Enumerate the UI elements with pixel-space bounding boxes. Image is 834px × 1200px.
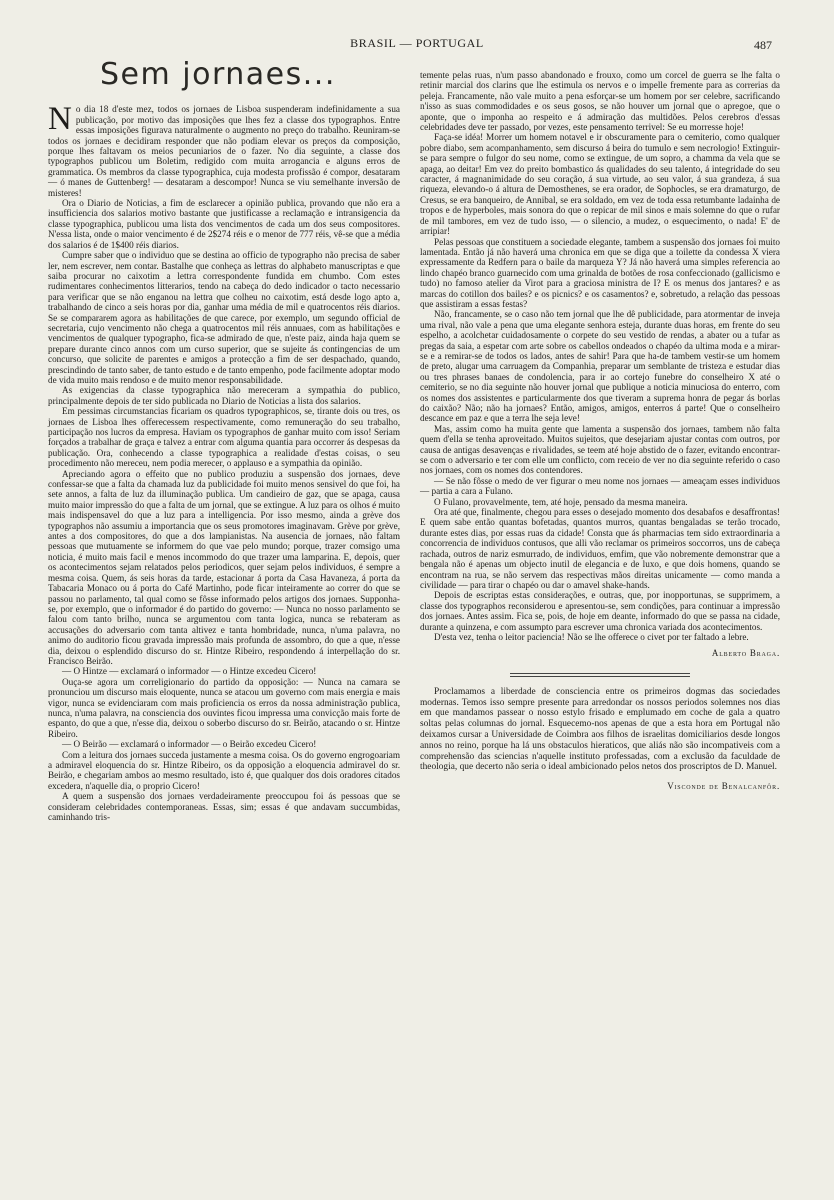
page-number: 487 xyxy=(754,38,772,52)
running-title: BRASIL — PORTUGAL xyxy=(350,36,484,50)
article-paragraph: Apreciando agora o effeito que no publico produziu a suspensão dos jornaes, deve confessar-se que a falta da chamada luz da publicidade foi muito menos sensivel do que foi, ha sete annos, a falta de luz da illuminação publica. Um candieiro de gaz, que se apaga, causa muito maior impressão do que a falta de um jornal, que se extingue. A luz para os olhos é muito mais indispensavel do que a luz para a intelligencia. Por isso mesmo, ainda a grève dos typographos não assumiu a importancia que os seus promotores imaginavam. Grève por grève, antes a dos compositores, do que a dos lampianistas. Na ausencia de jornaes, não faltam pessoas que mutuamente se informem do que vae pelo mundo; porque, trazer comsigo uma noticia, é muito mais facil e menos incommodo do que trazer uma lamparina. E, depois, quer os acontecimentos sejam relatados pelos periodicos, quer sejam pelos individuos, é sempre a mesma coisa. Quem, ás seis horas da tarde, estacionar á porta da Casa Havaneza, á porta da Tabacaria Monaco ou á porta do Café Martinho, pode ficar inteiramente ao correr do que se passou no parlamento, tal qual como se fôsse informado pelos artigos dos jornaes. Supponha-se, por exemplo, que o informador é do partido do governo: — Nunca no nosso parlamento se falou com tanto brilho, nunca se argumentou com tanta logica, nunca se rebateram as accusações do adversario com tanta altivez e tanta hombridade, nunca, n'uma palavra, no animo do auditorio ficou gravada impressão mais profunda de assombro, do que a que, n'esse dia, deixou o esplendido discurso do sr. Hintze Ribeiro, respondendo á interpellação do sr. Francisco Beirão. xyxy=(48,468,400,666)
note-section xyxy=(420,687,780,792)
article-paragraph: Mas, assim como ha muita gente que lamenta a suspensão dos jornaes, tambem não falta quem d'ella se tenha aproveitado. Muitos sujeitos, que desejariam ajustar contas com outros, por causa de antigas desavenças e rivalidades, se teem até hoje abstido de o fazer, evitando encontrar-se com o adversario e ter com elle um conflicto, com receio de ver no dia seguinte referido o caso nos jornaes, com os nomes dos contendores. xyxy=(420,423,780,476)
article-paragraph: Com a leitura dos jornaes succeda justamente a mesma coisa. Os do governo engrogoariam a admiravel eloquencia do sr. Hintze Ribeiro, os da opposição a eloquencia admiravel do sr. Beirão, e chegariam ambos ao mesmo resultado, isto é, que qualquer dos dois oradores citados excedera, n'aquelle dia, o proprio Cicero! xyxy=(48,749,400,791)
article-paragraph xyxy=(48,101,400,198)
article-paragraph: Em pessimas circumstancias ficariam os quadros typographicos, se, tirante dois ou tres, os jornaes de Lisboa lhes offerecessem respectivamente, como remuneração do seu trabalho, participação nos lucros da empresa. Haviam os typographos de ganhar muito com isso! Seriam forçados a trabalhar de graça e talvez a entrar com alguma quantia para occorrer ás despesas da publicação. Ora, conhecendo a classe typographica a realidade d'estas coisas, o seu procedimento não mereceu, nem podia merecer, o applauso e a sympathia da opinião. xyxy=(48,406,400,469)
article-paragraph: Ouça-se agora um correligionario do partido da opposição: — Nunca na camara se pronunciou um discurso mais eloquente, nunca se atacou um governo com mais energia e mais vigor, nunca se evidenciaram com mais proficiencia os erros da nossa administração publica, nunca, n'uma palavra, na consciencia dos ouvintes ficou impressa uma convicção mais forte de espanto, do que a que, n'esse dia, deixou o soberbo discurso do sr. Beirão, atacando o sr. Hintze Ribeiro. xyxy=(48,676,400,739)
note-signature: Visconde de Benalcanfôr. xyxy=(667,781,780,792)
article-paragraph: Faça-se idéa! Morrer um homem notavel e ir obscuramente para o cemiterio, como qualquer pobre diabo, sem acompanhamento, sem discurso á beira do tumulo e sem necrologio! Extinguir-se para sempre o fulgor do seu nome, como se extingue, de um sopro, a chamma da vela que se apaga, ao deitar! Em vez do preito bombastico ás qualidades do seu talento, á integridade do seu caracter, á magnanimidade do seu coração, á sua virtude, ao seu valor, á sua grandeza, á sua riqueza, elevando-o á altura de Demosthenes, se era orador, de Sophocles, se era dramaturgo, de Cresus, se era banqueiro, de Annibal, se era soldado, em vez de toda essa retumbante ladainha de tropos e de hyperboles, mais sonora do que o repicar de mil sinos e mais solemne do que o rufar de mil tambores, em vez de tudo isso, — o silencio, a mudez, o esquecimento, o nada! E' de arripiar! xyxy=(420,132,780,237)
article-paragraph: — O Beirão — exclamará o informador — o Beirão excedeu Cicero! xyxy=(62,739,317,750)
article-paragraph: As exigencias da classe typographica não mereceram a sympathia do publico, principalmente depois de ter sido publicada no Diario de Noticias a lista dos salarios. xyxy=(48,385,400,406)
article-paragraph: Cumpre saber que o individuo que se destina ao officio de typographo não precisa de saber ler, nem escrever, nem contar. Bastalhe que conheça as lettras do alphabeto manuscriptas e que saiba procurar no caixotim a lettra correspondente fundida em chumbo. Com estes rudimentares conhecimentos litterarios, tendo na cabeça do dedo indicador o tacto necessario para verificar que se não enganou na lettra que colheu no caixotim, está desde logo apto a, trabalhando de cinco a seis horas por dia, ganhar uma média de mil e quatrocentos réis diarios. Se se compararem agora as habilitações de que carece, por exemplo, um segundo official de secretaria, cujo vencimento não chega a quatrocentos mil réis annuaes, com as habilitações e vencimentos de qualquer typographo, fica-se admirado de que, n'este paiz, ainda haja quem se prepare durante cinco annos com um curso superior, que se sujeite ás contingencias de um concurso, que solicite de parentes e amigos a protecção a fim de ser despachado, quando, prescindindo de tanto saber, de tanto estudo e de tanto empenho, pode facilmente adoptar modo de vida muito mais rendoso e de muito menor responsabilidade. xyxy=(48,250,400,385)
drop-cap: N xyxy=(48,101,72,138)
paragraph-text: o dia 18 d'este mez, todos os jornaes de Lisboa suspenderam indefinidamente a sua publicação, por motivo das imposições que lhes fez a classe dos typographos. Entre essas imposições figurava naturalmente o augmento no preço do trabalho. Reuniram-se todos os jornaes e decidiram responder que não podiam elevar os preços da composição, porque lhes faltavam os meios pecuniarios de o fazer. No dia seguinte, a classe dos typographos publicou um Boletim, redigido com muita arrogancia e alguns erros de grammatica. Os membros da classe typographica, cuja modesta profissão é compor, desataram — ó manes de Guttenberg! — desataram a descompor! Nunca se viu semelhante inversão de misteres! xyxy=(48,104,400,198)
section-divider xyxy=(510,673,690,677)
article-paragraph: O Fulano, provavelmente, tem, até hoje, pensado da mesma maneira. xyxy=(434,496,688,507)
article-paragraph: Pelas pessoas que constituem a sociedade elegante, tambem a suspensão dos jornaes foi muito lamentada. Então já não haverá uma chronica em que se diga que a toilette da condessa X viera expressamente da Redfern para o baile da marqueza Y? Já não haverá uma simples referencia ao lindo chapéo branco guarnecido com uma grinalda de botões de rosa confeccionado (gallicismo e tudo) no famoso atelier da Virot para a graciosa ministra de I? E os menus dos jantares? e as marcas do cotillon dos bailes? e os picnics? e os casamentos? e, sobretudo, a relação das pessoas que assistiram a essas festas? xyxy=(420,236,780,309)
article-paragraph: Ora o Diario de Noticias, a fim de esclarecer a opinião publica, provando que não era a insufficiencia dos salarios motivo bastante que justificasse a reclamação e intransigencia da classe typographica, publicou uma lista dos vencimentos de cada um dos seus compositores. N'essa lista, onde o maior vencimento é de 2$274 réis e o menor de 777 réis, vê-se que a média dos salarios é de 1$400 réis diarios. xyxy=(48,198,400,250)
article-paragraph: temente pelas ruas, n'um passo abandonado e frouxo, como um corcel de guerra se lhe falta o retinir marcial dos clarins que lhe estimula os nervos e o impelle fremente para as correrias da peleja. Francamente, não vale muito a pena esforçar-se um homem por ser celebre, sacrificando n'isso as suas commodidades e os seus gosos, se não houver um jornal que o apregoe, que o aponte, que o imponha ao respeito e á admiração das multidões. Pelos cerebros d'essas celebridades deve ter passado, por vezes, este pensamento terrivel: Se eu morresse hoje! xyxy=(420,70,780,133)
right-column xyxy=(420,70,780,792)
article-paragraph: Ora até que, finalmente, chegou para esses o desejado momento dos desabafos e desaffrontas! E quem sabe então quantas bofetadas, quantos murros, quantas bengaladas se terão trocado, durante estes dias, por essas ruas da cidade! Consta que ás pharmacias tem sido extraordinaria a concorrencia de individuos contusos, que alli vão reclamar os primeiros soccorros, uns de cabeça rachada, outros de nariz esmurrado, de individuos, emfim, que vão nobremente demonstrar que a bengala não é apenas um objecto inutil de elegancia e de luxo, e que dois homens, quando se encontram na rua, se não servem das respectivas mãos direitas unicamente — como manda a civilidade — para tirar o chapéo ou dar o amavel shake-hands. xyxy=(420,507,780,590)
note-paragraph: Proclamamos a liberdade de consciencia entre os primeiros dogmas das sociedades modernas. Temos isso sempre presente para arredondar os nossos periodos solemnes nos dias em que mandamos passear o nosso estylo frisado e emplumado em coche de gala a quatro soltas pelas columnas do jornal. Esquecemo-nos apenas de que a esta hora em Portugal não deixamos cursar a Universidade de Coimbra aos filhos de israelitas domiciliarios desde longos annos no reino, porque ha lá uns obstaculos hieraticos, que aliás não são incompativeis com a comprehensão das sciencias n'aquelle instituto professadas, com a exclusão da faculdade de theologia, que decerto não seria o ideal ambicionado pelos netos dos proscriptos de D. Manuel. xyxy=(420,686,780,773)
article-paragraph: A quem a suspensão dos jornaes verdadeiramente preoccupou foi ás pessoas que se consideram celebridades contemporaneas. Essas, sim; essas é que andavam succumbidas, caminhando tris- xyxy=(48,791,400,823)
article-title: Sem jornaes... xyxy=(100,57,336,92)
article-paragraph: — Se não fôsse o medo de ver figurar o meu nome nos jornaes — ameaçam esses individuos — partia a cara a Fulano. xyxy=(420,475,780,497)
article-signature: Alberto Braga. xyxy=(711,648,780,659)
article-paragraph: — O Hintze — exclamará o informador — o Hintze excedeu Cicero! xyxy=(62,666,317,677)
left-column xyxy=(48,57,400,823)
article-paragraph: D'esta vez, tenha o leitor paciencia! Não se lhe offerece o civet por ter faltado a lebre. xyxy=(434,631,749,642)
article-paragraph: Depois de escriptas estas considerações, e outras, que, por inopportunas, se supprimem, a classe dos typographos reconsiderou e apresentou-se, sem condições, para continuar a impressão dos jornaes. Antes assim. Fica se, pois, de hoje em deante, informado do que se passa na cidade, durante a quinzena, e com assumpto para escrever uma chronica variada dos acontecimentos. xyxy=(420,590,780,632)
article-paragraph: Não, francamente, se o caso não tem jornal que lhe dê publicidade, para atormentar de inveja uma rival, não vale a pena que uma elegante senhora esteja, durante duas horas, em frente do seu espelho, a acolchetar cuidadosamente o corpete do seu vestido de rendas, a abater ou a tufar as pregas da saia, a espetar com arte sobre os cabellos ondeados o chapéo da ultima moda e a mirar-se e a remirar-se de todos os lados, antes de sahir! Para que ha-de tambem vestir-se um homem de preto, alugar uma carruagem da Companhia, preparar um semblante de tristeza e estudar dias ou tres phrases banaes de condolencia, para ir ao cortejo funebre do conselheiro X até o cemiterio, se no dia seguinte não houver jornal que publique a noticia minuciosa do enterro, com os nomes dos assistentes e particularmente dos que tiveram a suprema honra de pegar ás borlas do caixão? Não; não ha jornaes? Então, amigos, amigos, enterros á parte! Que o conselheiro descance em paz e que a terra lhe seja leve! xyxy=(420,309,780,424)
